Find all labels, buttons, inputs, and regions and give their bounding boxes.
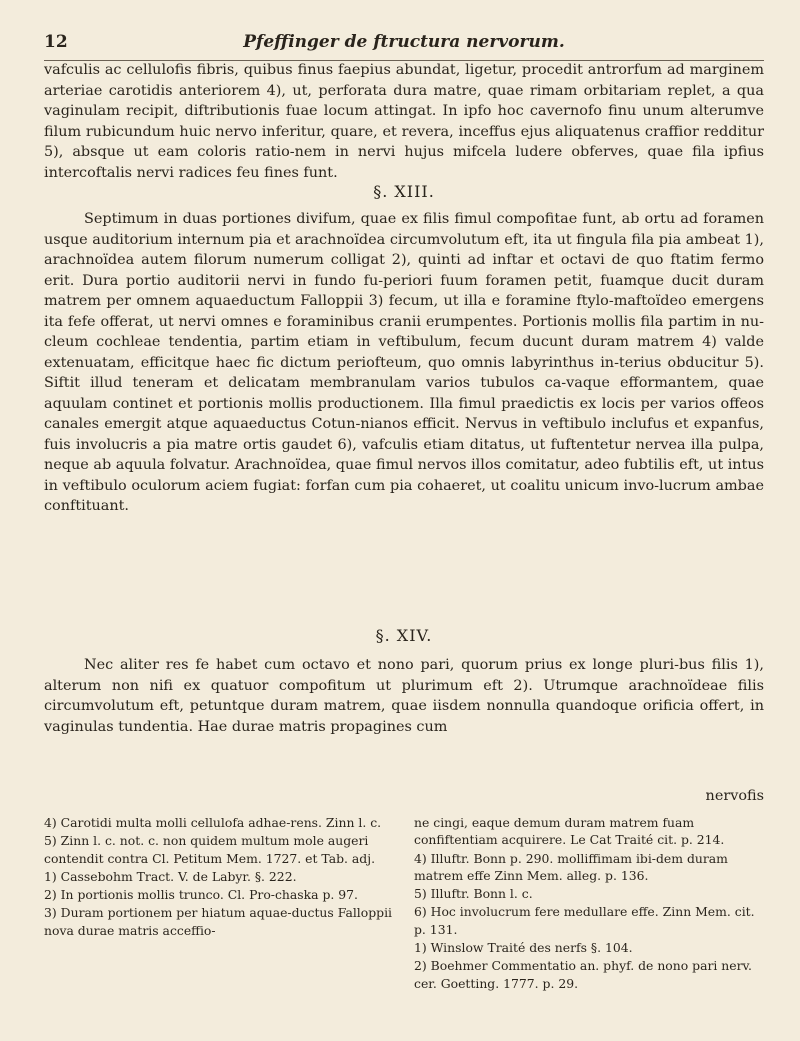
- footnote: 4) Illuftr. Bonn p. 290. molliffimam ibi-dem duram matrem effe Zinn Mem. alleg. p. 136.: [414, 850, 728, 883]
- footnote: 3) Duram portionem per hiatum aquae-ductus Falloppii nova durae matris acceffio-: [44, 905, 393, 938]
- footnotes-right-column: [414, 814, 764, 993]
- footnote: ne cingi, eaque demum duram matrem fuam confiftentiam acquirere. Le Cat Traité cit. p. 214.: [414, 815, 725, 848]
- footnotes-left-column: [44, 814, 394, 940]
- footnote: 1) Winslow Traité des nerfs §. 104.: [414, 940, 633, 956]
- section-heading-14: §. XIV.: [375, 626, 433, 645]
- section-heading-13: §. XIII.: [373, 182, 435, 201]
- catchword: nervofis: [705, 788, 764, 804]
- page-number: 12: [44, 32, 68, 52]
- footnote: 4) Carotidi multa molli cellulofa adhae-rens. Zinn l. c.: [44, 815, 382, 830]
- paragraph-section-14: Nec aliter res fe habet cum octavo et nono pari, quorum prius ex longe pluri-bus filis 1), alterum non nifi ex quatuor compofitum ut plurimum eft 2). Utrumque arachnoïdeae filis circumvolutum eft, petuntque duram matrem, quae iisdem nonnulla quandoque orificia offert, in vaginulas tundentia. Hae durae matris propagines cum: [44, 657, 764, 735]
- footnote: 2) Boehmer Commentatio an. phyf. de nono pari nerv. cer. Goetting. 1777. p. 29.: [414, 958, 752, 991]
- footnote: 5) Illuftr. Bonn l. c.: [414, 886, 533, 902]
- running-title: Pfeffinger de ftructura nervorum.: [243, 32, 565, 52]
- footnotes: [44, 814, 764, 1024]
- paragraph-section-13: Septimum in duas portiones divifum, quae ex filis fimul compofitae funt, ab ortu ad foramen usque auditorium internum pia et arachnoïdea circumvolutum eft, ita ut fingula fila pia ambeat 1), arachnoïdea autem filorum numerum colligat 2), quinti ad inftar et octavi de quo ftatim fermo erit. Dura portio auditorii nervi in fundo fu-periori fuum foramen petit, fuamque ducit duram matrem per omnem aquaeductum Falloppii 3) fecum, ut illa e foramine ftylo-maftoïdeo emergens ita fefe offerat, ut nervi omnes e foraminibus cranii erumpentes. Portionis mollis fila partim in nu-cleum cochleae tendentia, partim etiam in veftibulum, fecum ducunt duram matrem 4) valde extenuatam, efficitque haec fic dictum periofteum, quo omnis labyrinthus in-terius obducitur 5). Siftit illud teneram et delicatam membranulam varios tubulos ca-vaque efformantem, quae aquulam continet et portionis mollis productionem. Illa fimul praedictis ex locis per varios offeos canales emergit atque aquaeductus Cotun-nianos efficit. Nervus in veftibulo inclufus et expanfus, fuis involucris a pia matre ortis gaudet 6), vafculis etiam ditatus, ut fuftentetur nervea illa pulpa, neque ab aquula folvatur. Arachnoïdea, quae fimul nervos illos comitatur, adeo fubtilis eft, ut intus in veftibulo oculorum aciem fugiat: forfan cum pia cohaeret, ut coalitu unicum invo-lucrum ambae conftituant.: [44, 211, 764, 514]
- footnote: 2) In portionis mollis trunco. Cl. Pro-chaska p. 97.: [44, 887, 358, 903]
- footnote: 1) Cassebohm Tract. V. de Labyr. §. 222.: [44, 868, 297, 884]
- footnote: 6) Hoc involucrum fere medullare effe. Zinn Mem. cit. p. 131.: [414, 904, 755, 937]
- footnote: 5) Zinn l. c. not. c. non quidem multum mole augeri contendit contra Cl. Petitum Mem. 1727. et Tab. adj.: [44, 833, 376, 866]
- paragraph-continuation: vafculis ac cellulofis fibris, quibus finus faepius abundat, ligetur, procedit antrorfum ad marginem arteriae carotidis anteriorem 4), ut, perforata dura matre, quae rimam orbitariam replet, a qua vaginulam recipit, diftributionis fuae locum attingat. In ipfo hoc cavernofo finu unum alterumve filum rubicundum huic nervo inferitur, quare, et revera, inceffus ejus aliquatenus craffior redditur 5), absque ut eam coloris ratio-nem in nervi hujus mifcela ludere obferves, quae fila ipfius intercoftalis nervi radices feu fines funt.: [44, 62, 764, 181]
- page-header: [44, 28, 764, 58]
